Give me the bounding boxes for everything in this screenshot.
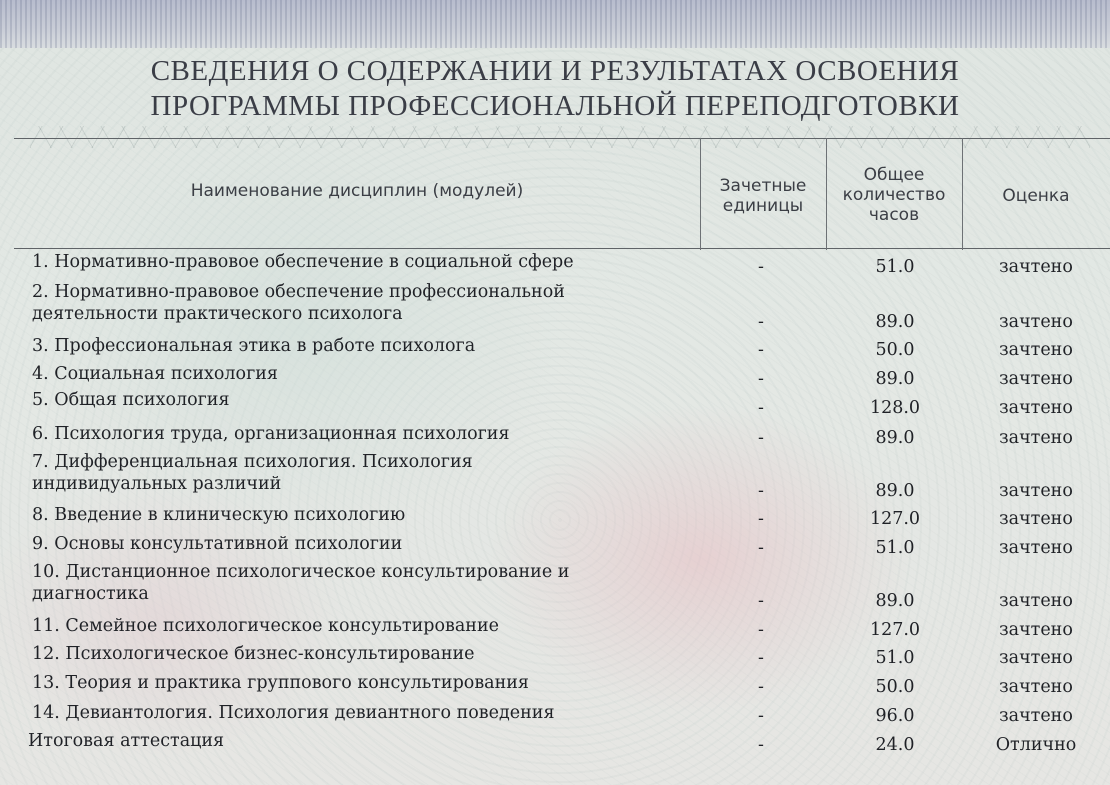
discipline-name: 13. Теория и практика группового консультирования bbox=[32, 673, 529, 693]
total-hours: 51.0 bbox=[875, 648, 915, 668]
credit-units: - bbox=[758, 591, 764, 611]
page-title bbox=[0, 54, 1110, 124]
grade: зачтено bbox=[999, 340, 1073, 360]
credit-units: - bbox=[758, 481, 764, 501]
total-hours: 89.0 bbox=[875, 481, 915, 501]
grade: зачтено bbox=[999, 481, 1073, 501]
decorative-border bbox=[0, 0, 1110, 48]
discipline-name: 1. Нормативно-правовое обеспечение в социальной сфере bbox=[32, 252, 574, 272]
decorative-ornament bbox=[30, 126, 1090, 148]
title-line-1: СВЕДЕНИЯ О СОДЕРЖАНИИ И РЕЗУЛЬТАТАХ ОСВОЕНИЯ bbox=[150, 55, 960, 87]
discipline-name: диагностика bbox=[32, 584, 149, 604]
grade: зачтено bbox=[999, 312, 1073, 332]
header-hours bbox=[826, 165, 962, 225]
grade: зачтено bbox=[999, 677, 1073, 697]
table-top-rule bbox=[14, 138, 1110, 139]
header-hours-line-1: Общее bbox=[863, 165, 925, 185]
credit-units: - bbox=[758, 648, 764, 668]
title-line-2: ПРОГРАММЫ ПРОФЕССИОНАЛЬНОЙ ПЕРЕПОДГОТОВКИ bbox=[150, 90, 960, 122]
header-units bbox=[700, 176, 826, 216]
header-hours-line-2: количество bbox=[842, 185, 946, 205]
credit-units: - bbox=[758, 257, 764, 277]
grade: зачтено bbox=[999, 591, 1073, 611]
credit-units: - bbox=[758, 706, 764, 726]
discipline-name: 9. Основы консультативной психологии bbox=[32, 534, 403, 554]
total-hours: 89.0 bbox=[875, 312, 915, 332]
discipline-name: 8. Введение в клиническую психологию bbox=[32, 505, 406, 525]
total-hours: 89.0 bbox=[875, 428, 915, 448]
total-hours: 50.0 bbox=[875, 677, 915, 697]
grade: зачтено bbox=[999, 398, 1073, 418]
credit-units: - bbox=[758, 428, 764, 448]
credit-units: - bbox=[758, 312, 764, 332]
total-hours: 96.0 bbox=[875, 706, 915, 726]
discipline-name: 11. Семейное психологическое консультирование bbox=[32, 616, 499, 636]
credit-units: - bbox=[758, 677, 764, 697]
total-hours: 89.0 bbox=[875, 591, 915, 611]
discipline-name: 10. Дистанционное психологическое консультирование и bbox=[32, 562, 570, 582]
credit-units: - bbox=[758, 398, 764, 418]
total-hours: 51.0 bbox=[875, 538, 915, 558]
credit-units: - bbox=[758, 735, 764, 755]
grade: Отлично bbox=[995, 735, 1077, 755]
discipline-name: 4. Социальная психология bbox=[32, 364, 278, 384]
total-hours: 89.0 bbox=[875, 369, 915, 389]
grade: зачтено bbox=[999, 648, 1073, 668]
discipline-name: 6. Психология труда, организационная психология bbox=[32, 424, 510, 444]
total-hours: 50.0 bbox=[875, 340, 915, 360]
credit-units: - bbox=[758, 340, 764, 360]
header-units-line-1: Зачетные bbox=[719, 176, 807, 196]
discipline-name: Итоговая аттестация bbox=[28, 731, 225, 751]
total-hours: 24.0 bbox=[875, 735, 915, 755]
discipline-name: индивидуальных различий bbox=[32, 474, 282, 494]
discipline-name: 5. Общая психология bbox=[32, 390, 230, 410]
discipline-name: 14. Девиантология. Психология девиантного поведения bbox=[32, 703, 555, 723]
discipline-name: деятельности практического психолога bbox=[32, 304, 403, 324]
header-units-line-2: единицы bbox=[722, 196, 804, 216]
header-hours-line-3: часов bbox=[868, 205, 920, 225]
grade: зачтено bbox=[999, 428, 1073, 448]
header-discipline: Наименование дисциплин (модулей) bbox=[190, 181, 524, 201]
credit-units: - bbox=[758, 369, 764, 389]
grade: зачтено bbox=[999, 509, 1073, 529]
credit-units: - bbox=[758, 509, 764, 529]
discipline-name: 12. Психологическое бизнес-консультирование bbox=[32, 644, 475, 664]
credit-units: - bbox=[758, 620, 764, 640]
discipline-name: 2. Нормативно-правовое обеспечение профессиональной bbox=[32, 282, 565, 302]
discipline-name: 3. Профессиональная этика в работе психолога bbox=[32, 336, 476, 356]
header-grade: Оценка bbox=[1002, 186, 1070, 206]
total-hours: 127.0 bbox=[869, 620, 921, 640]
grade: зачтено bbox=[999, 369, 1073, 389]
grade: зачтено bbox=[999, 538, 1073, 558]
grade: зачтено bbox=[999, 706, 1073, 726]
discipline-name: 7. Дифференциальная психология. Психология bbox=[32, 452, 473, 472]
total-hours: 51.0 bbox=[875, 257, 915, 277]
credit-units: - bbox=[758, 538, 764, 558]
total-hours: 127.0 bbox=[869, 509, 921, 529]
grade: зачтено bbox=[999, 257, 1073, 277]
total-hours: 128.0 bbox=[869, 398, 921, 418]
grade: зачтено bbox=[999, 620, 1073, 640]
table-header-rule bbox=[14, 248, 1110, 249]
